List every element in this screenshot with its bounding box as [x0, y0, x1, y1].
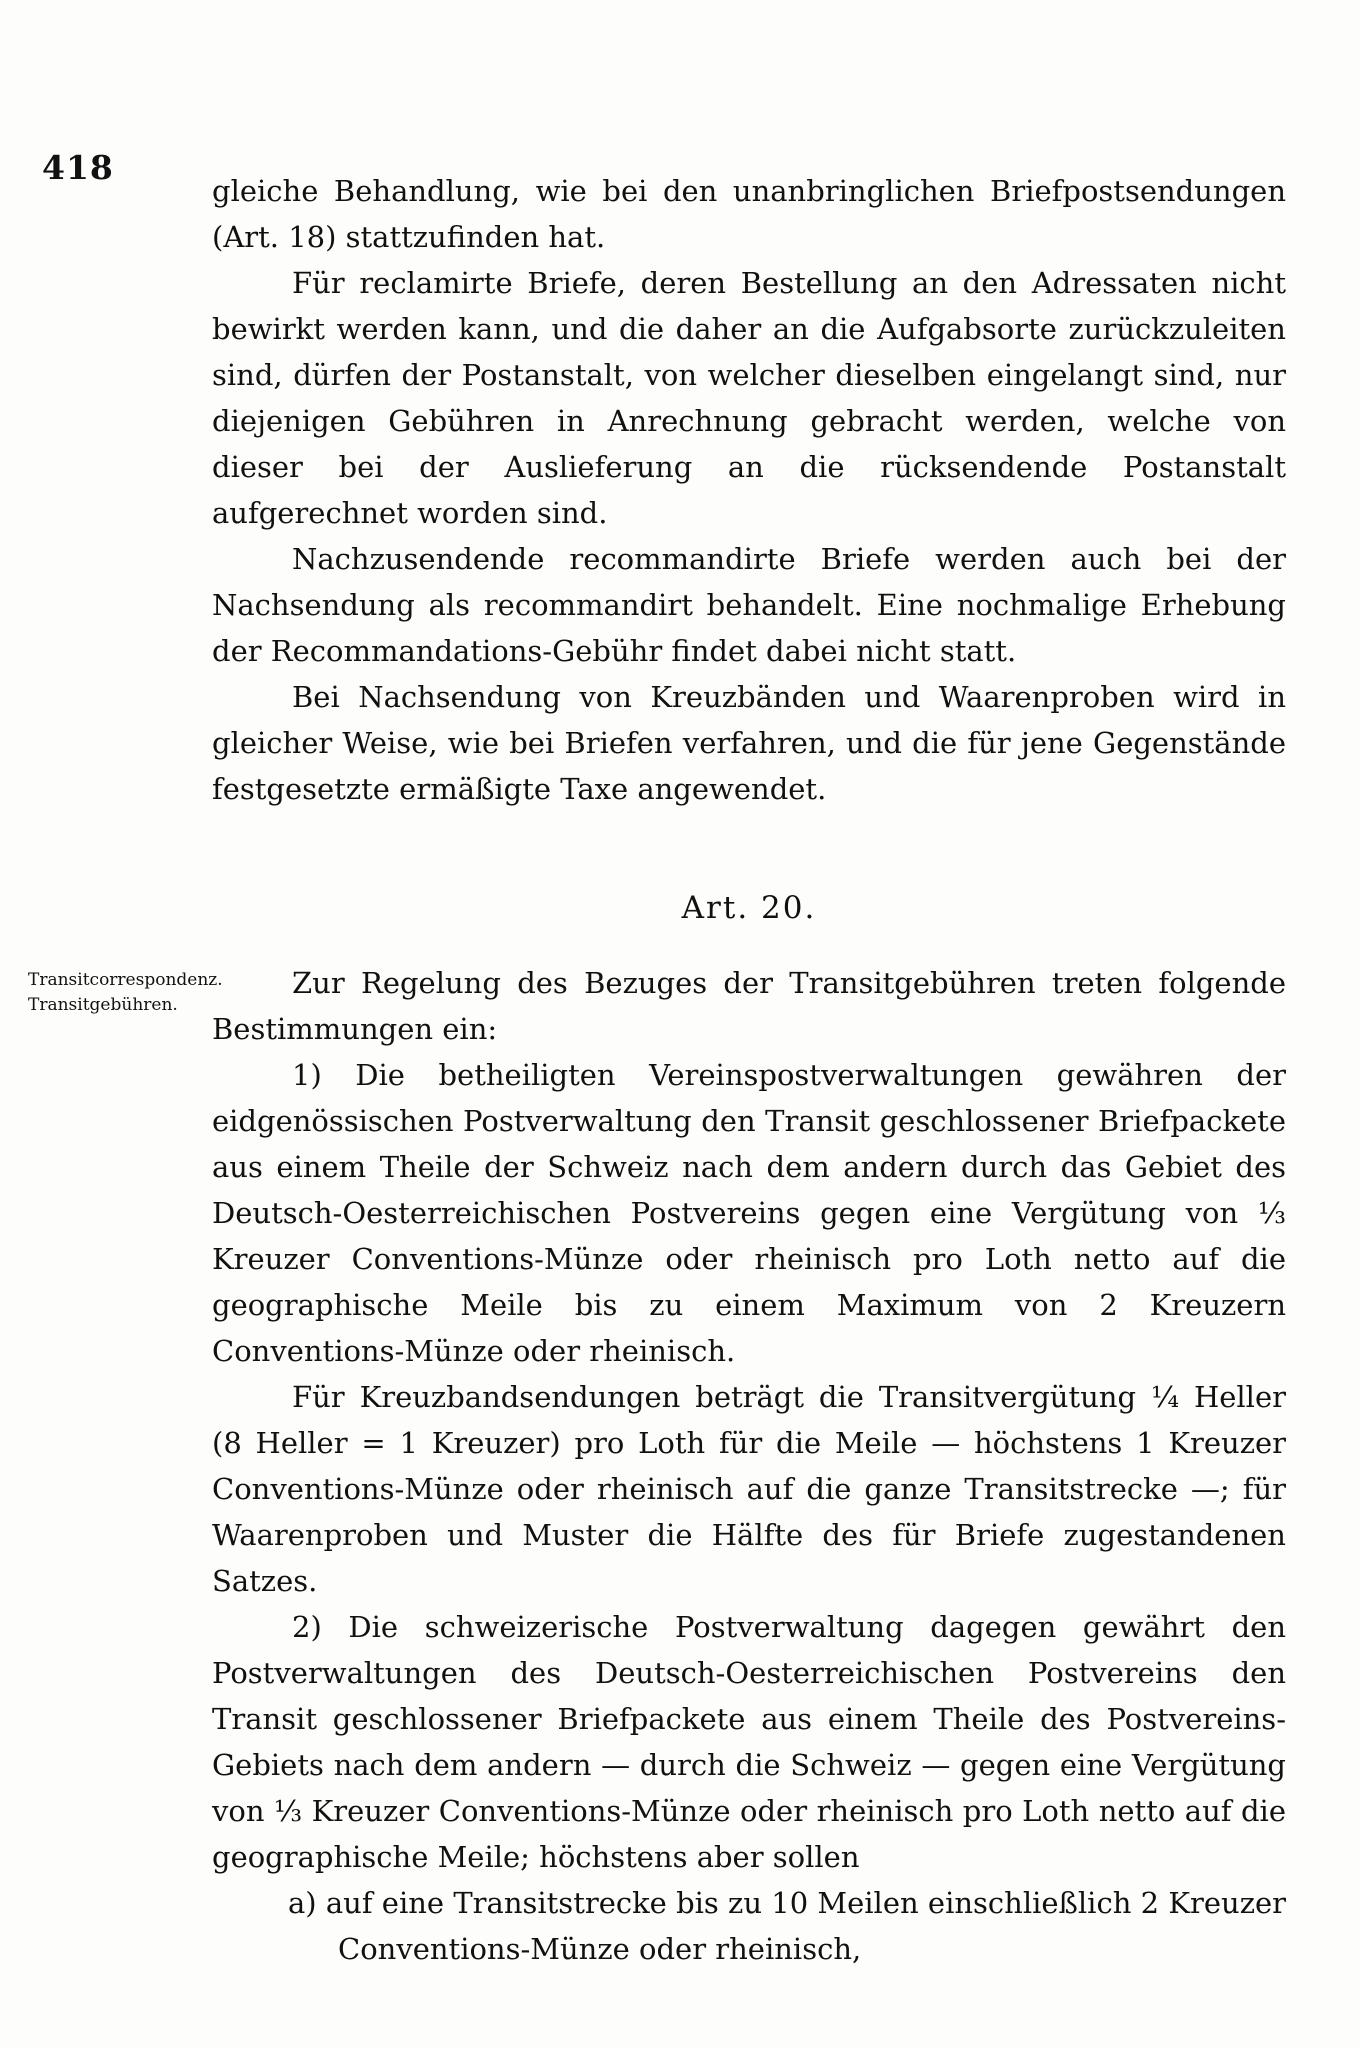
intro-text [212, 168, 1286, 812]
paragraph: Für reclamirte Briefe, deren Bestellung an den Adressaten nicht bewirkt werden kann, und die daher an die Aufgabsorte zurückzuleiten sind, dürfen der Postanstalt, von welcher dieselben eingelangt sind, nur diejenigen Gebühren in Anrechnung gebracht werden, welche von dieser bei der Auslieferung an die rücksendende Postanstalt aufgerechnet worden sind. [212, 266, 1286, 530]
paragraph: Bei Nachsendung von Kreuzbänden und Waarenproben wird in gleicher Weise, wie bei Briefen verfahren, und die für jene Gegenstände festgesetzte ermäßigte Taxe angewendet. [212, 680, 1286, 806]
paragraph: Für Kreuzbandsendungen beträgt die Transitvergütung ¼ Heller (8 Heller = 1 Kreuzer) pro Loth für die Meile — höchstens 1 Kreuzer Conventions-Münze oder rheinisch auf die ganze Transitstrecke —; für Waarenproben und Muster die Hälfte des für Briefe zugestandenen Satzes. [212, 1380, 1286, 1598]
paragraph: Zur Regelung des Bezuges der Transitgebühren treten folgende Bestimmungen ein: [212, 966, 1286, 1046]
list-item: a) auf eine Transitstrecke bis zu 10 Meilen einschließlich 2 Kreuzer Conventions-Münze oder rheinisch, [288, 1886, 1286, 1966]
marginal-note: Transitcorrespondenz. Transitgebühren. [28, 970, 223, 1015]
article-heading: Art. 20. [681, 890, 817, 926]
paragraph: Nachzusendende recommandirte Briefe werden auch bei der Nachsendung als recommandirt behandelt. Eine nochmalige Erhebung der Recommandations-Gebühr findet dabei nicht statt. [212, 542, 1286, 668]
page-number: 418 [42, 148, 114, 187]
article-body [212, 960, 1286, 1972]
paragraph: 1) Die betheiligten Vereinspostverwaltungen gewähren der eidgenössischen Postverwaltung den Transit geschlossener Briefpackete aus einem Theile der Schweiz nach dem andern durch das Gebiet des Deutsch-Oesterreichischen Postvereins gegen eine Vergütung von ⅓ Kreuzer Conventions-Münze oder rheinisch pro Loth netto auf die geographische Meile bis zu einem Maximum von 2 Kreuzern Conventions-Münze oder rheinisch. [212, 1058, 1286, 1368]
paragraph: gleiche Behandlung, wie bei den unanbringlichen Briefpostsendungen (Art. 18) stattzufinden hat. [212, 174, 1286, 254]
paragraph: 2) Die schweizerische Postverwaltung dagegen gewährt den Postverwaltungen des Deutsch-Oesterreichischen Postvereins den Transit geschlossener Briefpackete aus einem Theile des Postvereins-Gebiets nach dem andern — durch die Schweiz — gegen eine Vergütung von ⅓ Kreuzer Conventions-Münze oder rheinisch pro Loth netto auf die geographische Meile; höchstens aber sollen [212, 1610, 1286, 1874]
